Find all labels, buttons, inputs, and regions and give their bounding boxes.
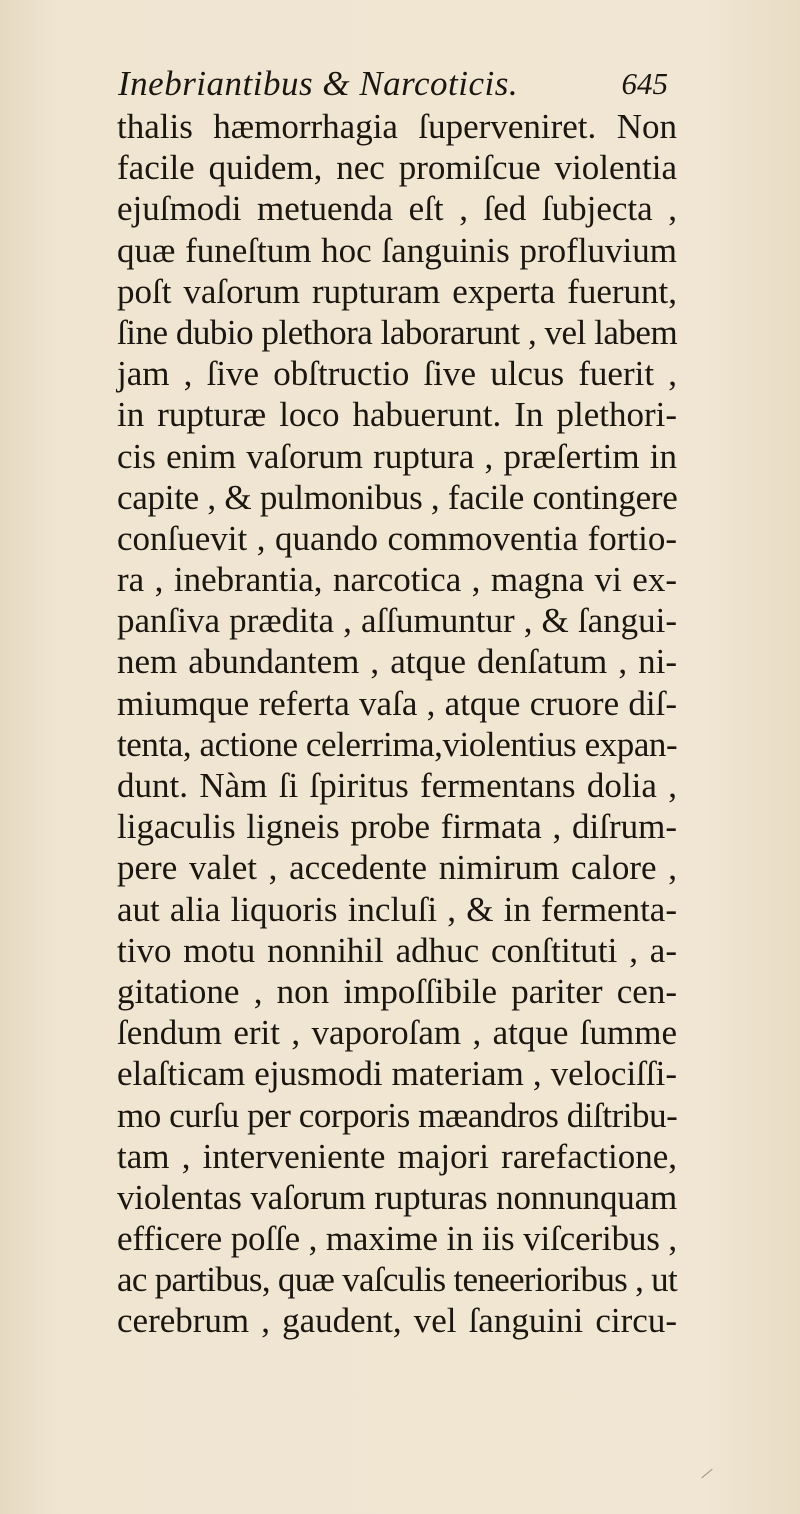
text-line: ac partibus, quæ vaſculis teneerioribus , ut [117,1260,677,1300]
page-number: 645 [621,66,668,101]
ink-mark [701,1469,712,1479]
text-line: efficere poſſe , maxime in iis viſceribus , [117,1219,677,1259]
body-text [117,106,677,1342]
text-line: cerebrum , gaudent, vel ſanguini circu- [117,1301,677,1341]
text-line: ligaculis ligneis probe firmata , diſrum- [117,807,677,847]
text-line: jam , ſive obſtructio ſive ulcus fuerit , [117,354,677,394]
running-head: Inebriantibus & Narcoticis. [118,64,519,103]
text-line: mo curſu per corporis mæandros diſtribu- [117,1095,678,1135]
text-line: elaſticam ejusmodi materiam , velociſſi- [117,1054,677,1094]
text-line: panſiva prædita , aſſumuntur , & ſangui- [117,601,677,641]
text-line: gitatione , non impoſſibile pariter cen- [117,971,677,1011]
text-line: tivo motu nonnihil adhuc conſtituti , a- [117,930,677,970]
text-line: capite , & pulmonibus , facile contingere [117,477,678,517]
text-line: nem abundantem , atque denſatum , ni- [117,642,677,682]
text-line: thalis hæmorrhagia ſuperveniret. Non [117,107,677,146]
text-line: ejuſmodi metuenda eſt , ſed ſubjecta , [117,189,677,229]
text-line: ra , inebrantia, narcotica , magna vi ex- [117,560,677,600]
text-line: in rupturæ loco habuerunt. In plethori- [117,395,677,435]
text-line: tenta, actione celerrima,violentius expan- [117,724,678,764]
text-line: poſt vaſorum rupturam experta fuerunt, [117,271,677,311]
text-line: facile quidem, nec promiſcue violentia [117,148,677,188]
text-line: violentas vaſorum rupturas nonnunquam [117,1177,677,1217]
text-line: quæ funeſtum hoc ſanguinis profluvium [117,230,677,270]
page-header [118,58,668,102]
text-line: aut alia liquoris incluſi , & in fermenta- [117,889,677,929]
text-line: dunt. Nàm ſi ſpiritus fermentans dolia , [117,766,677,805]
text-line: ſine dubio plethora laborarunt , vel labem [117,312,678,352]
text-line: ſendum erit , vaporoſam , atque ſumme [117,1013,677,1053]
text-line: cis enim vaſorum ruptura , præſertim in [117,436,677,476]
text-line: pere valet , accedente nimirum calore , [117,848,677,888]
text-line: tam , interveniente majori rarefactione, [117,1136,677,1176]
text-line: miumque referta vaſa , atque cruore diſ- [117,683,677,723]
text-line: conſuevit , quando commoventia fortio- [117,518,677,558]
